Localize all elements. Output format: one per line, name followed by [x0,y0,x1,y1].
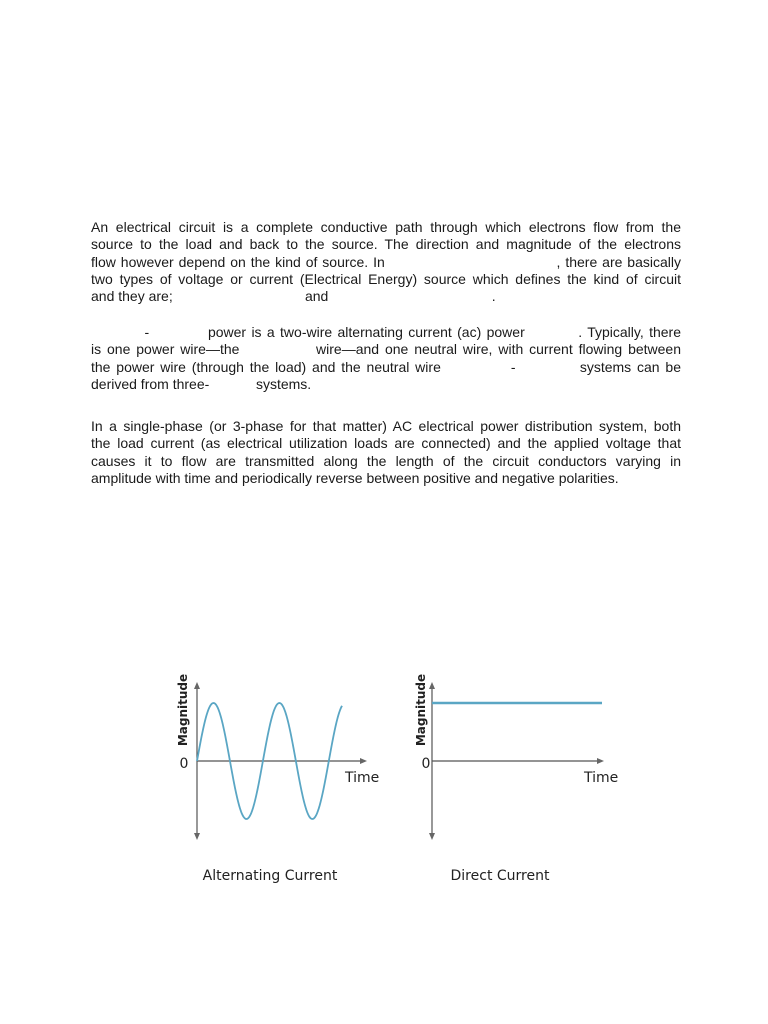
chart-caption: Direct Current [450,868,550,884]
text-line: the load current (as electrical utilization loads are connected) and the applied voltage that [91,435,681,452]
x-axis-label: Time [345,770,380,786]
text-line: two types of voltage or current (Electrical Energy) source which defines the kind of circuit [91,270,681,287]
origin-label: 0 [179,756,189,772]
text-line: amplitude with time and periodically reverse between positive and negative polarities. [91,469,619,486]
text-line: In a single-phase (or 3-phase for that matter) AC electrical power distribution system, both [91,418,681,434]
dc-chart [414,674,618,884]
x-axis-label: Time [584,770,619,786]
y-axis-arrow-down [429,833,435,840]
text-line: An electrical circuit is a complete conductive path through which electrons flow from the [91,219,681,235]
x-axis-arrow [360,758,367,764]
paragraph-electrical-circuit [91,219,681,305]
text-line: the power wire (through the load) and the neutral wire - systems can be [91,358,681,375]
ac-chart [176,674,379,884]
origin-label: 0 [421,756,431,772]
ac-dc-charts [170,640,620,890]
text-line: causes it to flow are transmitted along the length of the circuit conductors varying in [91,452,681,469]
y-axis-label: Magnitude [414,673,428,747]
x-axis-arrow [597,758,604,764]
text-line: derived from three- systems. [91,375,312,392]
text-line: flow however depend on the kind of source. In , there are basically [91,253,681,270]
y-axis-arrow-down [194,833,200,840]
paragraph-ac-distribution [91,418,681,487]
text-line: source to the load and back to the source. The direction and magnitude of the electrons [91,236,681,253]
text-line: - power is a two-wire alternating current (ac) power . Typically, there [91,324,681,340]
text-line: and they are; and . [91,288,496,305]
ac-dc-figure [170,640,620,890]
y-axis-arrow-up [194,682,200,689]
y-axis-label: Magnitude [176,673,190,747]
chart-caption: Alternating Current [202,868,338,884]
text-line: is one power wire—the wire—and one neutral wire, with current flowing between [91,341,681,358]
paragraph-single-phase-power [91,324,681,393]
y-axis-arrow-up [429,682,435,689]
